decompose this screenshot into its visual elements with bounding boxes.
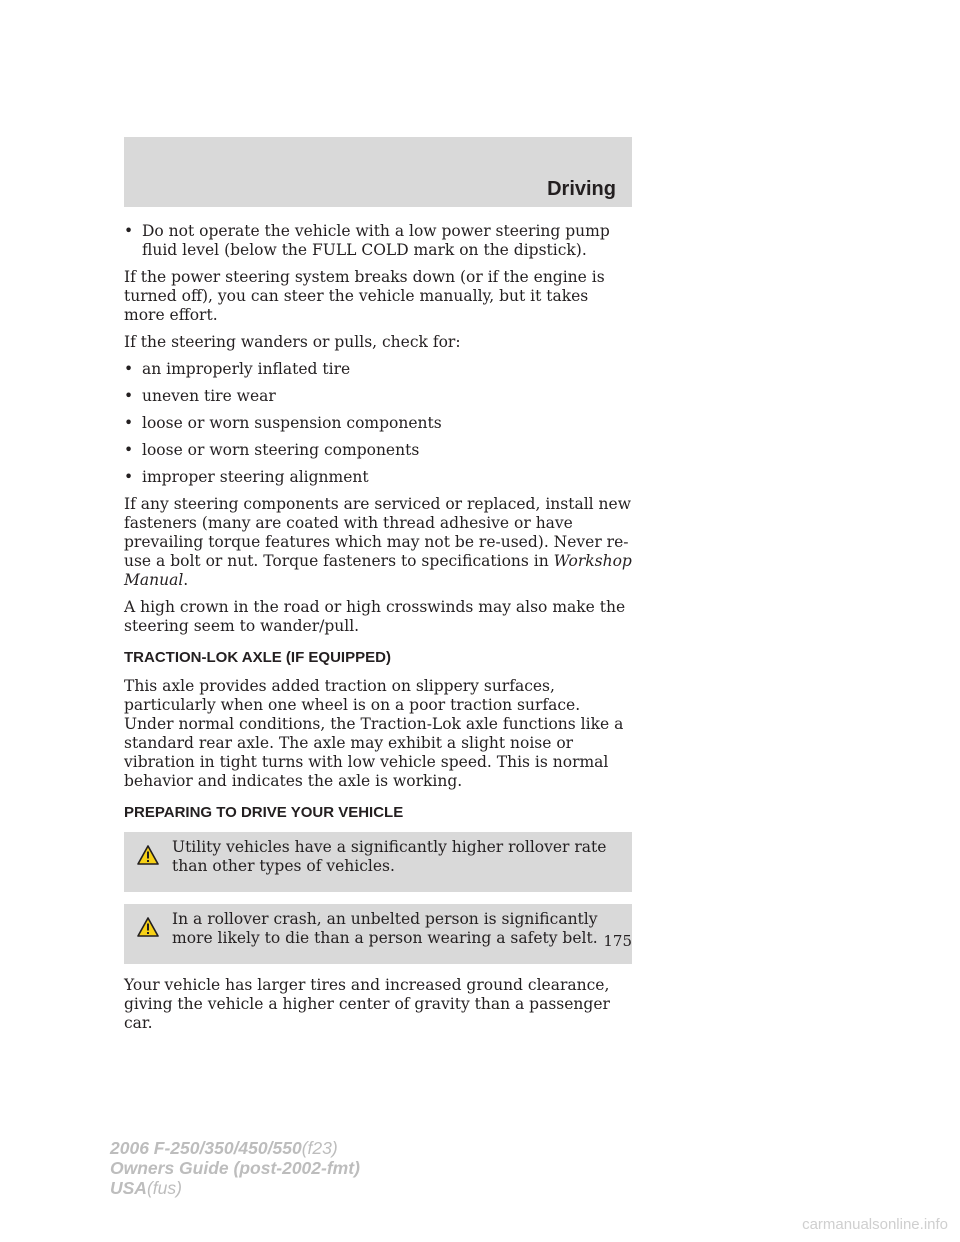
check-list-item (124, 414, 632, 433)
footer-line-3 (110, 1178, 360, 1198)
check-list-item (124, 360, 632, 379)
workshop-manual-ref: Workshop Manual (124, 552, 632, 589)
footer-line-2: Owners Guide (post-2002-fmt) (110, 1158, 360, 1178)
bullet-item (124, 222, 632, 260)
warning-box (124, 904, 632, 964)
heading-preparing: PREPARING TO DRIVE YOUR VEHICLE (124, 804, 404, 821)
paragraph-wander: If the steering wanders or pulls, check for: (124, 333, 461, 351)
bullet-mark: • (124, 468, 134, 486)
heading-traction-lok: TRACTION-LOK AXLE (IF EQUIPPED) (124, 649, 391, 666)
footer-line-1 (110, 1138, 360, 1158)
footer-market: USA (110, 1178, 147, 1198)
bullet-mark: • (124, 441, 134, 459)
warning-triangle-icon (124, 910, 172, 937)
section-header-band (124, 137, 632, 207)
warning-text: Utility vehicles have a significantly higher rollover rate than other types of vehicles. (172, 838, 607, 875)
bullet-text: an improperly inflated tire (142, 360, 351, 378)
bullet-mark: • (124, 414, 134, 432)
bullet-mark: • (124, 360, 134, 378)
warning-triangle-icon (124, 838, 172, 865)
warning-text: In a rollover crash, an unbelted person is significantly more likely to die than a person wearing a safety belt. (172, 910, 598, 947)
paragraph-breakdown: If the power steering system breaks down (or if the engine is turned off), you can steer the vehicle manually, but it takes more effort. (124, 268, 605, 324)
fasteners-text: If any steering components are serviced or replaced, install new fasteners (many are coated with thread adhesive or have prevailing torque features which may not be re-used). Never re-use a bolt or nut. Torque fasteners to specifications in (124, 495, 631, 570)
document-footer (110, 1138, 360, 1198)
bullet-mark: • (124, 387, 134, 405)
warning-box (124, 832, 632, 892)
paragraph-traction: This axle provides added traction on slippery surfaces, particularly when one wheel is on a poor traction surface. Under normal conditions, the Traction-Lok axle functions like a standard rear axle. The axle may exhibit a slight noise or vibration in tight turns with low vehicle speed. This is normal behavior and indicates the axle is working. (124, 677, 624, 790)
page-content (124, 222, 632, 1041)
watermark: carmanualsonline.info (802, 1216, 948, 1233)
footer-model-code: (f23) (301, 1138, 338, 1158)
check-list-item (124, 468, 632, 487)
page-number: 175 (603, 932, 632, 950)
bullet-text: loose or worn suspension components (142, 414, 442, 432)
check-list-item (124, 387, 632, 406)
bullet-text: improper steering alignment (142, 468, 369, 486)
section-title: Driving (547, 178, 616, 200)
check-list-item (124, 441, 632, 460)
bullet-text: loose or worn steering components (142, 441, 420, 459)
paragraph-crown: A high crown in the road or high crosswinds may also make the steering seem to wander/pull. (124, 598, 626, 635)
paragraph-tires: Your vehicle has larger tires and increased ground clearance, giving the vehicle a higher center of gravity than a passenger car. (124, 976, 610, 1032)
bullet-text: Do not operate the vehicle with a low power steering pump fluid level (below the FULL COLD mark on the dipstick). (142, 222, 610, 259)
footer-model: 2006 F-250/350/450/550 (110, 1138, 302, 1158)
paragraph-fasteners (124, 495, 632, 590)
bullet-text: uneven tire wear (142, 387, 276, 405)
bullet-mark: • (124, 222, 134, 240)
fasteners-end: . (183, 571, 189, 589)
footer-market-code: (fus) (146, 1178, 182, 1198)
